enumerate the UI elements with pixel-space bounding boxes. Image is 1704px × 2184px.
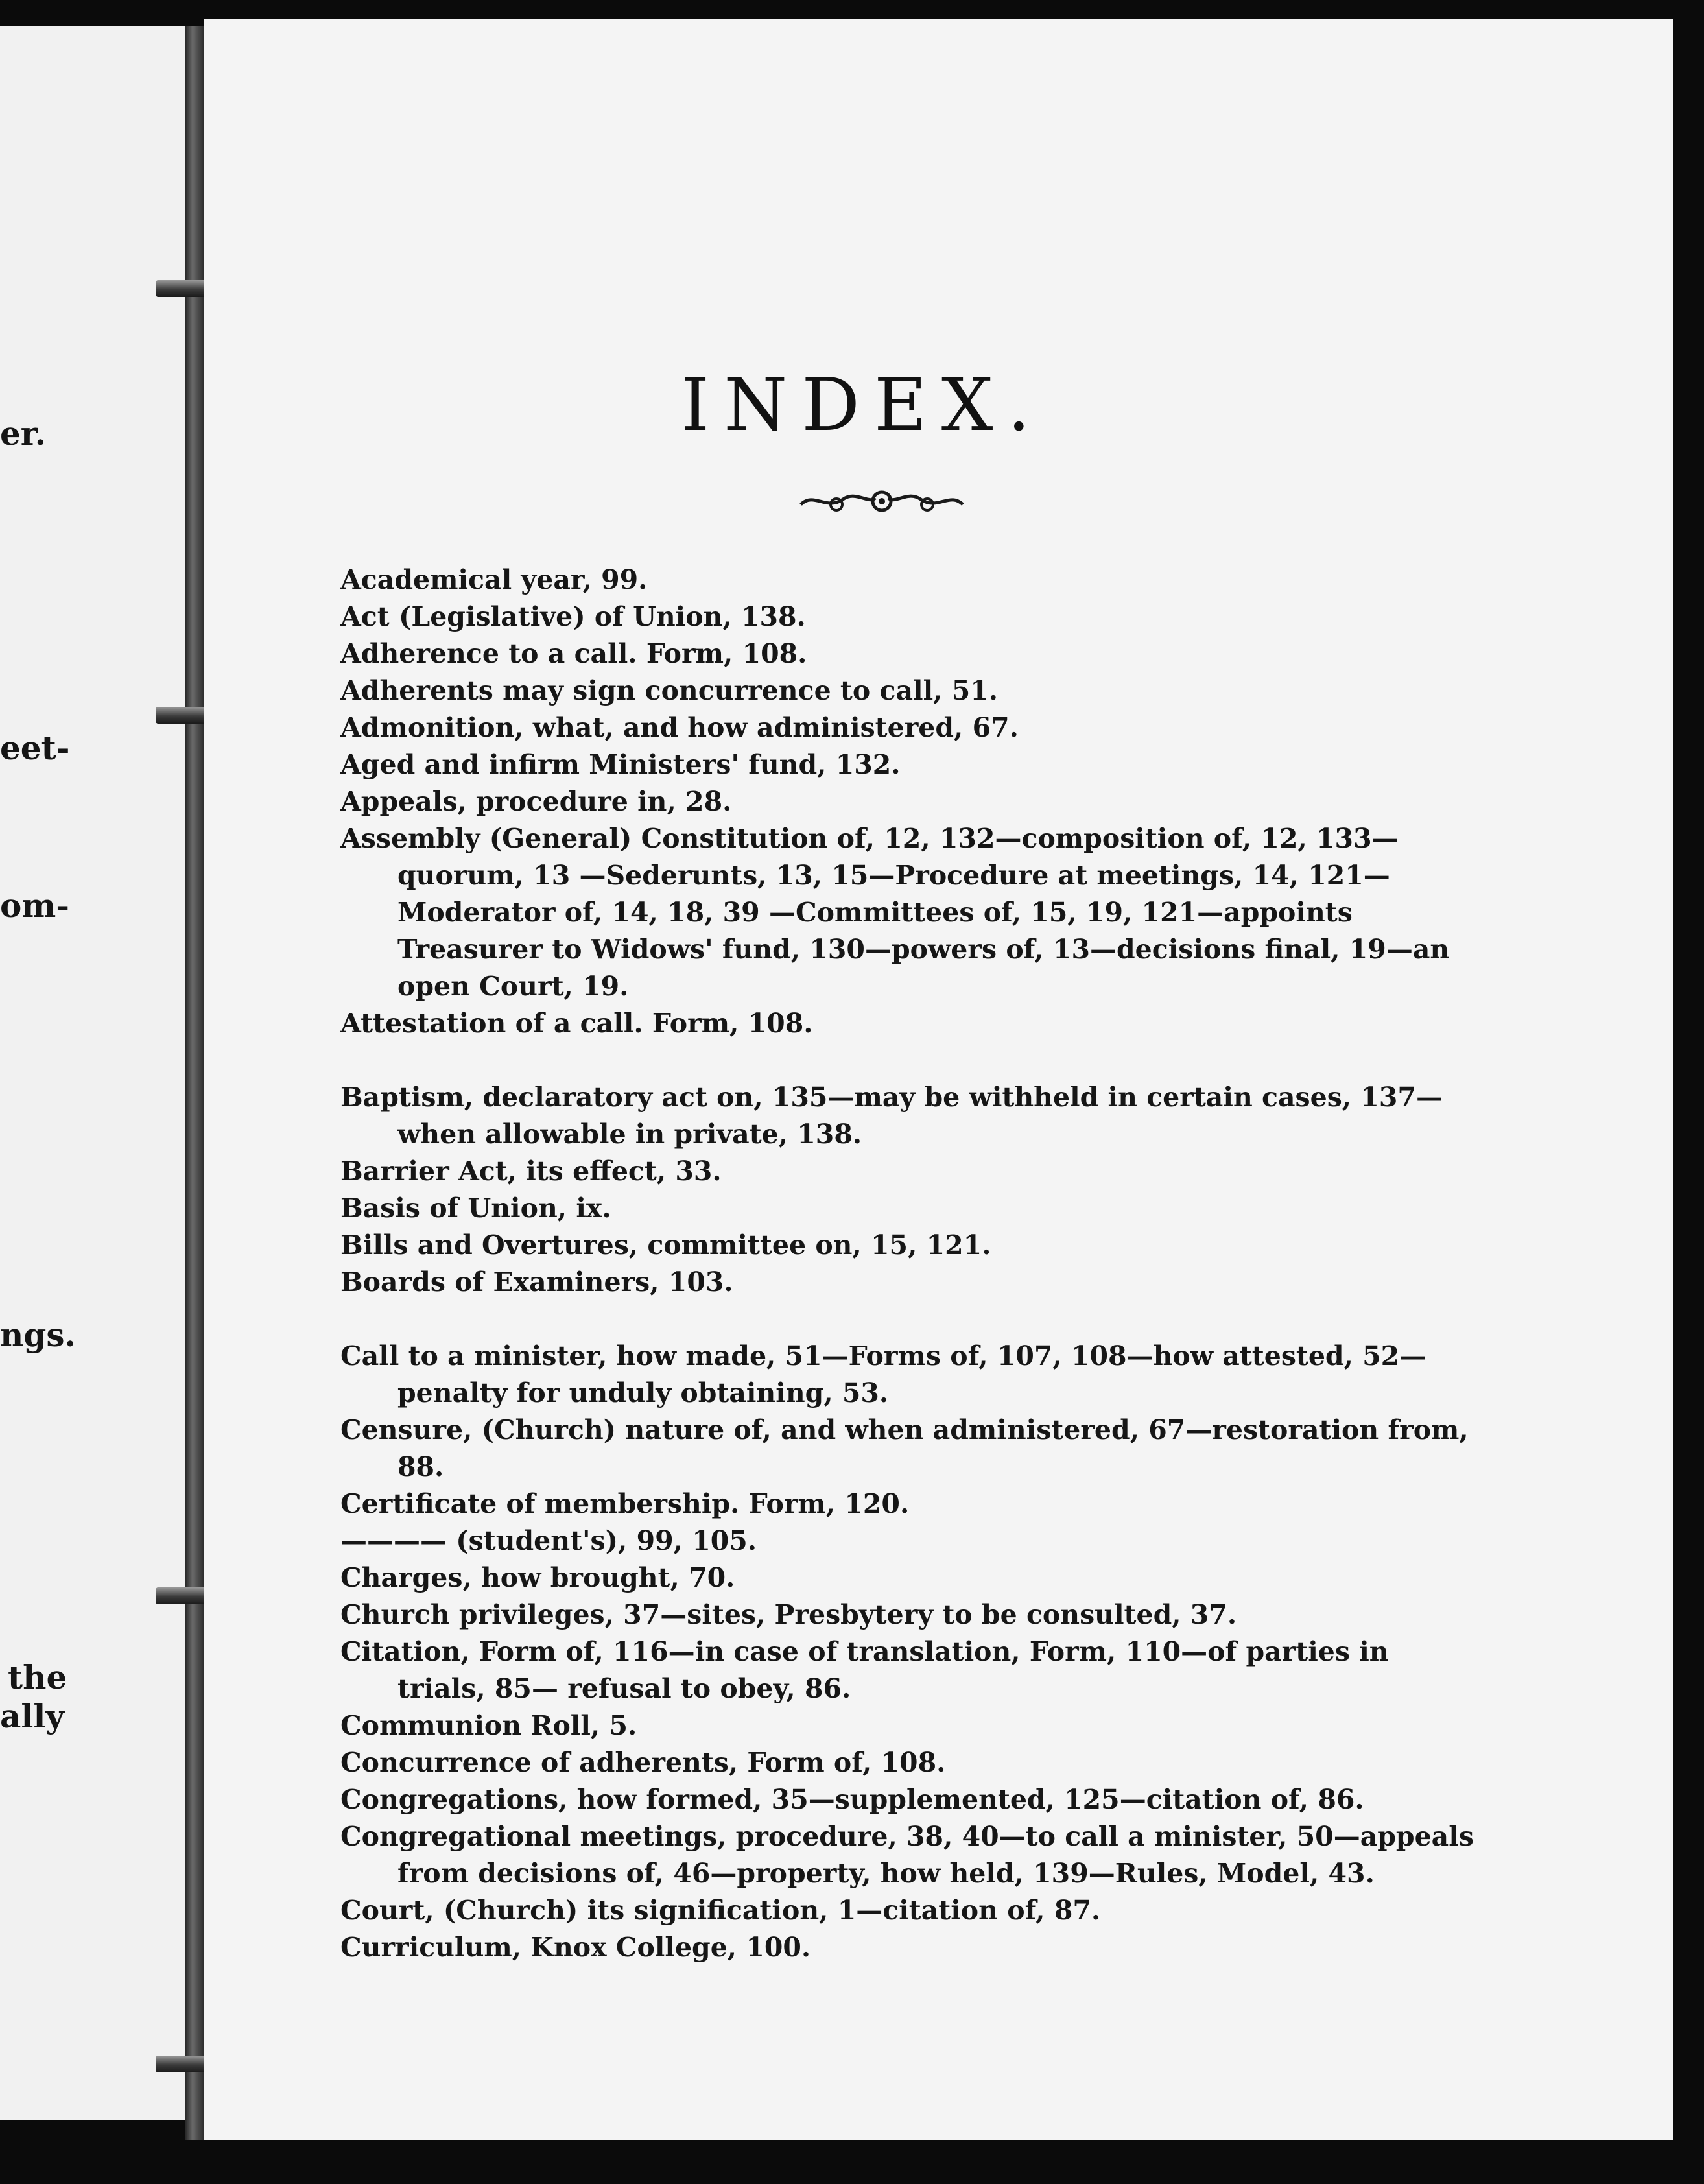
index-entry: Court, (Church) its signification, 1—citation of, 87. xyxy=(340,1895,1101,1926)
book-spine xyxy=(185,26,204,2140)
page-title: INDEX. xyxy=(681,363,1045,447)
index-entry: Academical year, 99. xyxy=(340,564,648,595)
index-entry: Church privileges, 37—sites, Presbytery to be consulted, 37. xyxy=(340,1599,1237,1630)
index-entries xyxy=(340,562,1482,1966)
ornament-flourish xyxy=(798,485,966,517)
index-entry: Concurrence of adherents, Form of, 108. xyxy=(340,1747,946,1778)
index-entry: Communion Roll, 5. xyxy=(340,1710,637,1741)
index-entry: Congregations, how formed, 35—supplemented, 125—citation of, 86. xyxy=(340,1784,1364,1815)
facing-page-fragment: eet- xyxy=(0,729,70,767)
index-entry: Attestation of a call. Form, 108. xyxy=(340,1008,813,1039)
index-entry: Charges, how brought, 70. xyxy=(340,1562,735,1593)
index-entry: Censure, (Church) nature of, and when administered, 67—restoration from, 88. xyxy=(340,1414,1469,1482)
index-entry: Admonition, what, and how administered, 67. xyxy=(340,712,1019,743)
facing-page-fragment: the xyxy=(8,1658,67,1696)
index-entry: Congregational meetings, procedure, 38, 40—to call a minister, 50—appeals from decisions of, 46—property, how held, 139—Rules, Model, 43. xyxy=(340,1821,1474,1889)
index-entry: Adherence to a call. Form, 108. xyxy=(340,638,807,669)
index-entry: ———— (student's), 99, 105. xyxy=(340,1525,757,1556)
index-entry: Curriculum, Knox College, 100. xyxy=(340,1932,811,1963)
facing-page-fragment: ally xyxy=(0,1697,65,1735)
index-entry: Boards of Examiners, 103. xyxy=(340,1266,733,1298)
index-entry: Basis of Union, ix. xyxy=(340,1193,611,1224)
index-entry: Barrier Act, its effect, 33. xyxy=(340,1156,722,1187)
index-entry: Certificate of membership. Form, 120. xyxy=(340,1488,910,1519)
index-entry: Bills and Overtures, committee on, 15, 121. xyxy=(340,1229,991,1261)
index-entry: Citation, Form of, 116—in case of translation, Form, 110—of parties in trials, 85— refusal to obey, 86. xyxy=(340,1636,1389,1704)
section-gap xyxy=(340,1301,1482,1338)
index-entry: Appeals, procedure in, 28. xyxy=(340,786,732,817)
index-entry: Baptism, declaratory act on, 135—may be withheld in certain cases, 137—when allowable in private, 138. xyxy=(340,1082,1443,1150)
index-entry: Aged and infirm Ministers' fund, 132. xyxy=(340,749,901,780)
facing-page xyxy=(0,26,185,2120)
facing-page-fragment: er. xyxy=(0,414,46,453)
index-entry: Call to a minister, how made, 51—Forms of, 107, 108—how attested, 52—penalty for unduly obtaining, 53. xyxy=(340,1340,1426,1408)
index-entry: Assembly (General) Constitution of, 12, 132—composition of, 12, 133—quorum, 13 —Sederunts, 13, 15—Procedure at meetings, 14, 121—Moderator of, 14, 18, 39 —Committees of, 15, 19, 121—appoints Treasurer to Widows' fund, 130—powers of, 13—decisions final, 19—an open Court, 19. xyxy=(340,823,1450,1002)
section-gap xyxy=(340,1042,1482,1079)
index-entry: Act (Legislative) of Union, 138. xyxy=(340,601,806,632)
index-entry: Adherents may sign concurrence to call, 51. xyxy=(340,675,999,706)
facing-page-fragment: om- xyxy=(0,886,70,925)
facing-page-fragment: ngs. xyxy=(0,1316,76,1354)
